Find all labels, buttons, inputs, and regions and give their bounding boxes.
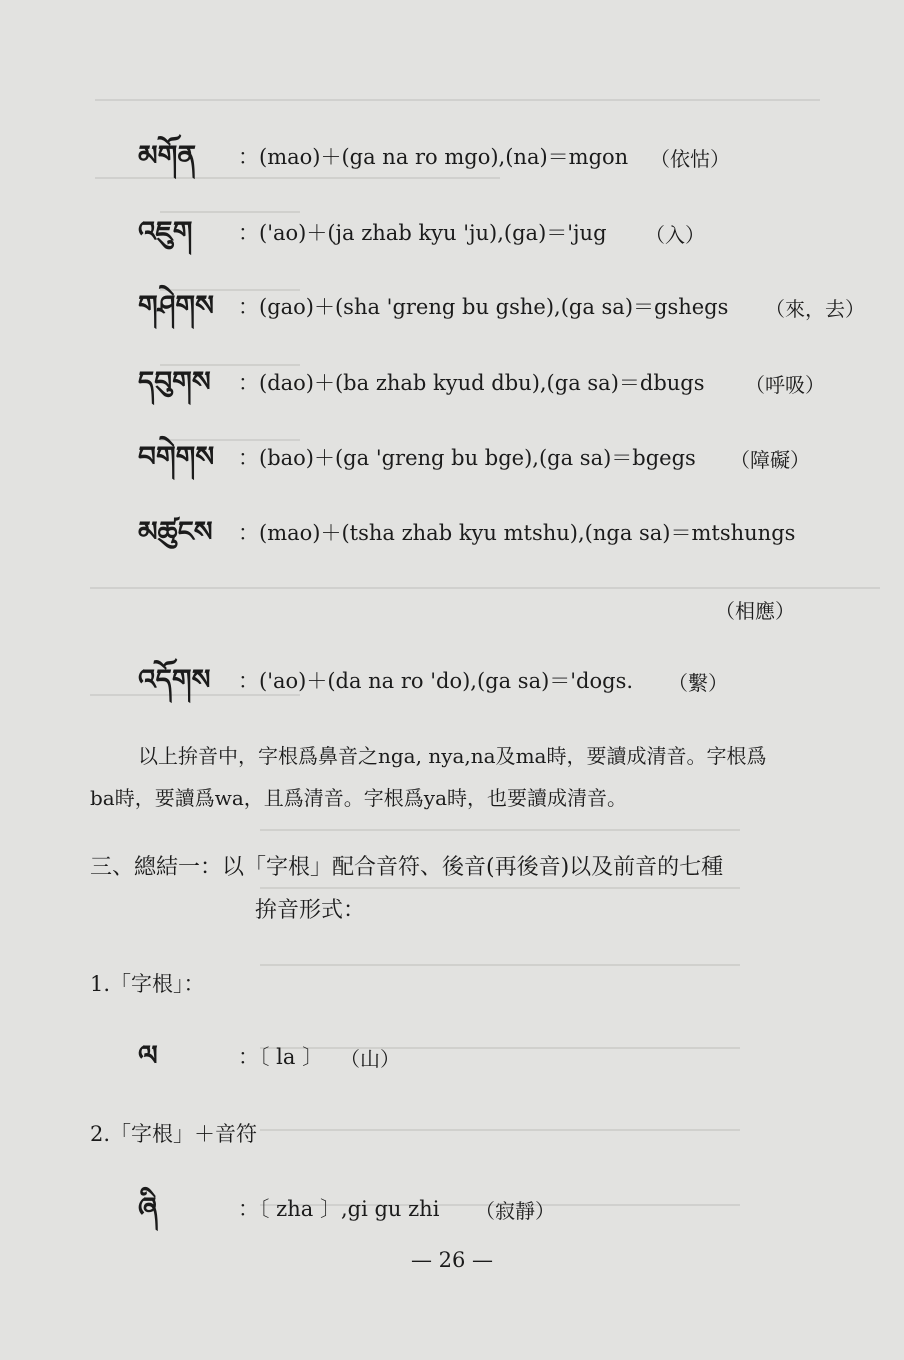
chinese-gloss: （呼吸） bbox=[745, 373, 825, 397]
tibetan-word: འདོགས bbox=[138, 663, 211, 696]
tibetan-word: བགེགས bbox=[138, 440, 215, 473]
chinese-gloss: （繫） bbox=[668, 671, 728, 695]
tibetan-word: དབུགས bbox=[138, 365, 211, 398]
item-label: 「字根」： bbox=[110, 972, 205, 996]
page-number: — 26 — bbox=[410, 1248, 494, 1272]
chinese-gloss: （依怙） bbox=[650, 147, 730, 171]
tibetan-word: གཤེགས bbox=[138, 289, 215, 322]
explanation-paragraph bbox=[90, 735, 890, 819]
transliteration-formula: ：('ao)＋(ja zhab kyu 'ju),(ga)＝'jug bbox=[238, 221, 607, 245]
paragraph-line: 以上拚音中，字根爲鼻音之nga, nya,na及ma時，要讀成清音。字根爲 bbox=[138, 744, 767, 768]
example-row bbox=[138, 1188, 439, 1228]
entry-row bbox=[138, 286, 728, 326]
example-row bbox=[138, 1036, 323, 1076]
tibetan-word: འཇུག bbox=[138, 215, 193, 248]
paragraph-line: ba時，要讀爲wa，且爲清音。字根爲ya時，也要讀成清音。 bbox=[90, 786, 627, 810]
transliteration-formula: ：(dao)＋(ba zhab kyud dbu),(ga sa)＝dbugs bbox=[238, 371, 705, 395]
entry-row bbox=[138, 512, 795, 552]
tibetan-letter: ཞི bbox=[138, 1191, 158, 1224]
tibetan-letter: ལ bbox=[138, 1039, 158, 1072]
entry-row bbox=[138, 136, 628, 176]
entry-row bbox=[138, 362, 705, 402]
tibetan-word: མགོན bbox=[138, 139, 197, 172]
transliteration-formula: ：(mao)＋(ga na ro mgo),(na)＝mgon bbox=[238, 145, 629, 169]
transliteration-formula: ：(mao)＋(tsha zhab kyu mtshu),(nga sa)＝mtshungs bbox=[238, 521, 796, 545]
chinese-gloss: （山） bbox=[340, 1047, 400, 1071]
chinese-gloss: （入） bbox=[645, 223, 705, 247]
chinese-gloss: （相應） bbox=[715, 599, 795, 623]
item-label: 「字根」＋音符 bbox=[110, 1122, 258, 1146]
section-title: 三、總結一：以「字根」配合音符、後音(再後音)以及前音的七種 bbox=[90, 855, 724, 880]
transliteration-formula: ：〔 zha 〕,gi gu zhi bbox=[238, 1197, 440, 1221]
entry-row bbox=[138, 660, 633, 700]
item-number: 2. bbox=[90, 1122, 111, 1146]
chinese-gloss: （寂靜） bbox=[475, 1199, 555, 1223]
chinese-gloss: （來，去） bbox=[765, 297, 865, 321]
tibetan-word: མཚུངས bbox=[138, 515, 213, 548]
chinese-gloss: （障礙） bbox=[730, 448, 810, 472]
item-number: 1. bbox=[90, 972, 111, 996]
list-item bbox=[90, 1118, 257, 1148]
transliteration-formula: ：(gao)＋(sha 'greng bu gshe),(ga sa)＝gshegs bbox=[238, 295, 729, 319]
entry-row bbox=[138, 212, 607, 252]
transliteration-formula: ：〔 la 〕 bbox=[238, 1045, 324, 1069]
entry-row bbox=[138, 437, 696, 477]
list-item bbox=[90, 968, 205, 998]
transliteration-formula: ：('ao)＋(da na ro 'do),(ga sa)＝'dogs. bbox=[238, 669, 634, 693]
section-title-continued: 拚音形式： bbox=[255, 898, 366, 923]
transliteration-formula: ：(bao)＋(ga 'greng bu bge),(ga sa)＝bgegs bbox=[238, 446, 696, 470]
